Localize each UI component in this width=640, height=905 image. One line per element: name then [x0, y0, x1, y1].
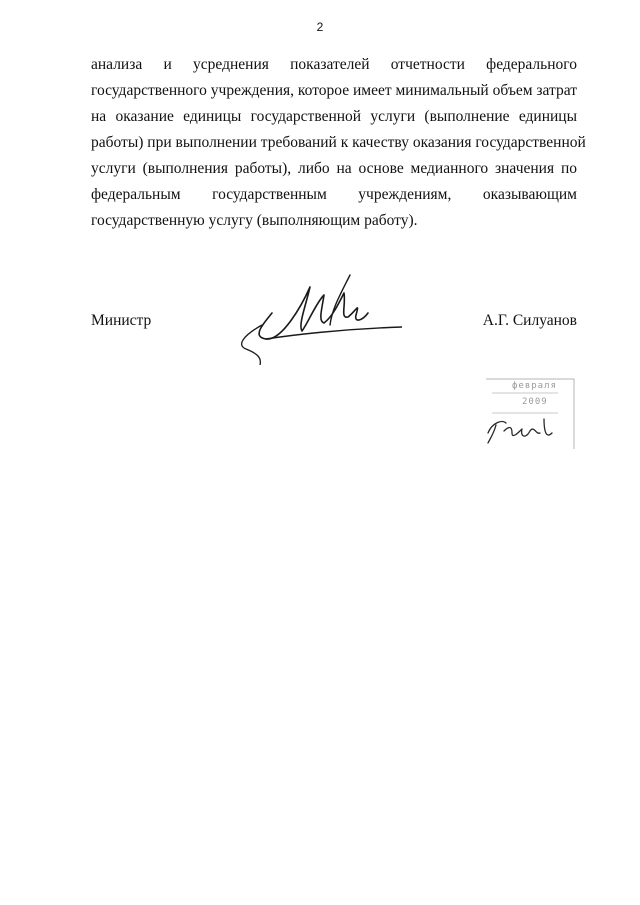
signatory-name: А.Г. Силуанов: [482, 312, 577, 329]
body-line: анализа и усреднения показателей отчетности федерального: [91, 56, 577, 73]
body-line: государственную услугу (выполняющим работу).: [91, 212, 418, 229]
body-line: на оказание единицы государственной услуги (выполнение единицы: [91, 108, 577, 125]
body-line: работы) при выполнении требований к качеству оказания государственной: [91, 134, 586, 151]
signatory-title: Министр: [91, 312, 152, 329]
registration-stamp: [478, 373, 580, 453]
stamp-month: февраля: [512, 381, 557, 391]
body-text: [91, 52, 586, 234]
stamp-year: 2009: [522, 397, 548, 407]
body-line: государственного учреждения, которое имеет минимальный объем затрат: [91, 82, 577, 99]
page-number: 2: [316, 20, 324, 34]
body-line: федеральным государственным учреждениям, оказывающим: [91, 186, 577, 203]
handwritten-signature: [232, 265, 402, 365]
body-line: услуги (выполнения работы), либо на основе медианного значения по: [91, 160, 577, 177]
